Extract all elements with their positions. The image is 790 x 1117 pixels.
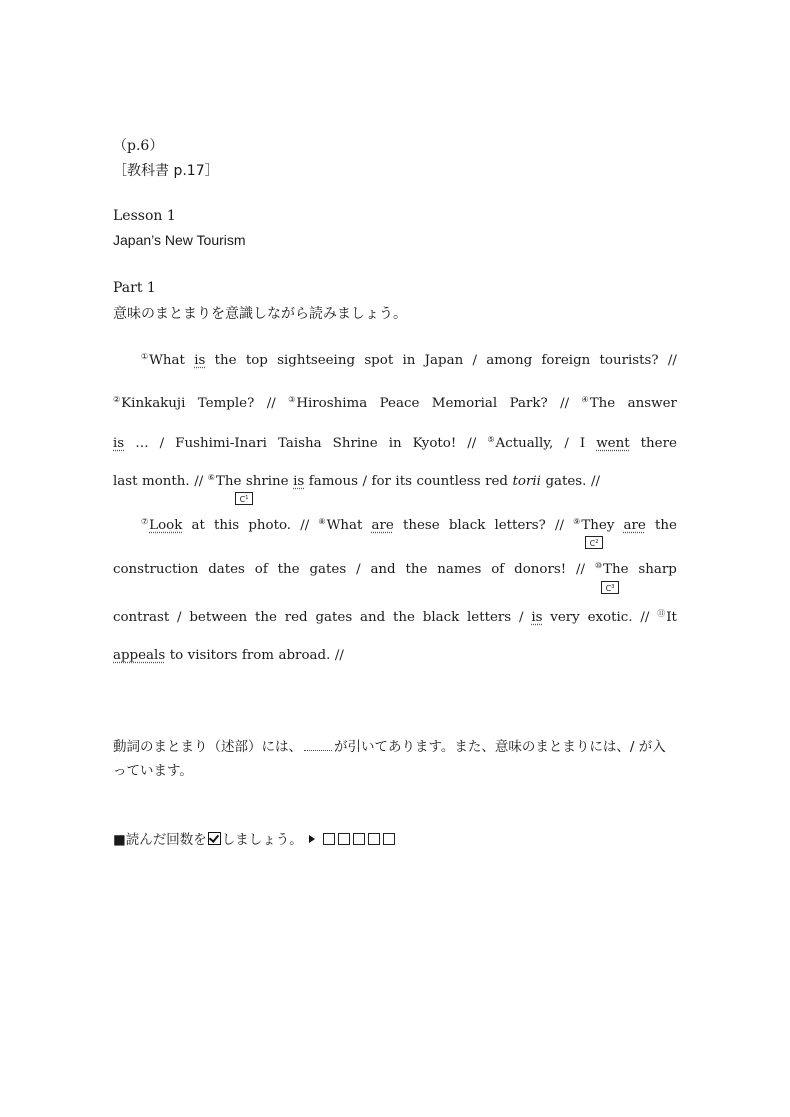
passage-word xyxy=(194,351,205,371)
verb-phrase: are xyxy=(371,518,394,533)
passage-word xyxy=(170,646,183,666)
word: Memorial xyxy=(431,396,498,411)
passage-word xyxy=(255,608,277,628)
arrow-right-icon xyxy=(309,835,315,843)
passage-word xyxy=(550,608,579,628)
word: and xyxy=(370,562,396,577)
word: the xyxy=(405,562,428,577)
underline-sample xyxy=(304,738,332,751)
verb-phrase: appeals xyxy=(113,648,166,663)
passage-word xyxy=(370,560,395,580)
word: / xyxy=(356,562,361,577)
passage-word xyxy=(300,516,309,536)
passage-word xyxy=(425,351,464,371)
word: / xyxy=(159,436,165,451)
word: this xyxy=(214,518,240,533)
passage-word xyxy=(309,472,358,492)
verb-phrase: is xyxy=(531,610,543,625)
word: these xyxy=(402,518,440,533)
passage-word xyxy=(513,472,541,492)
word: Temple? xyxy=(197,396,255,411)
passage-word xyxy=(208,560,245,580)
word: the xyxy=(277,562,300,577)
word: dates xyxy=(208,562,245,577)
passage-word xyxy=(242,646,274,666)
word: Park? xyxy=(509,396,548,411)
passage-word xyxy=(191,516,204,536)
word: Peace xyxy=(379,396,420,411)
word: letters xyxy=(467,610,512,625)
word: abroad. xyxy=(278,648,331,663)
passage-word xyxy=(555,516,564,536)
passage-word xyxy=(472,351,477,371)
passage-word xyxy=(267,394,276,414)
word: top xyxy=(245,353,268,368)
word: very xyxy=(550,610,580,625)
passage-word xyxy=(198,394,254,414)
word: the xyxy=(655,518,677,533)
word: among xyxy=(486,353,533,368)
word: // xyxy=(667,353,677,368)
word: of xyxy=(254,562,268,577)
passage-word xyxy=(541,351,590,371)
passage-word xyxy=(279,646,331,666)
passage-word xyxy=(380,394,420,414)
passage-word xyxy=(371,472,390,492)
word: The xyxy=(215,474,242,489)
passage-word xyxy=(657,604,677,628)
word: The xyxy=(603,562,629,577)
word: its xyxy=(395,474,412,489)
passage-line xyxy=(113,468,677,488)
word: of xyxy=(491,562,505,577)
word: It xyxy=(666,610,677,625)
passage-word xyxy=(576,560,585,580)
passage-word xyxy=(246,351,268,371)
sentence-number: ⑤ xyxy=(487,435,495,444)
passage-line xyxy=(113,430,677,450)
passage-word xyxy=(485,472,508,492)
word: answer xyxy=(627,396,677,411)
word: sharp xyxy=(638,562,677,577)
passage-word xyxy=(641,434,677,454)
passage-word xyxy=(318,512,362,536)
word: Shrine xyxy=(332,436,378,451)
part-label: Part 1 xyxy=(113,280,156,296)
passage-word xyxy=(278,434,322,454)
passage-word xyxy=(393,608,415,628)
passage-word xyxy=(640,608,649,628)
sentence-number: ④ xyxy=(581,395,589,404)
passage-word xyxy=(449,516,485,536)
passage-word xyxy=(293,472,304,492)
passage-word xyxy=(113,608,169,628)
passage-word xyxy=(486,351,532,371)
passage-line xyxy=(113,646,677,666)
lesson-label: Lesson 1 xyxy=(113,208,176,224)
sentence-number: ② xyxy=(113,395,121,404)
word: Kinkakuji xyxy=(121,396,186,411)
word: // xyxy=(575,562,586,577)
passage-word xyxy=(588,608,633,628)
word: photo. xyxy=(248,518,292,533)
passage-word xyxy=(582,390,616,414)
sentence-number: ⑧ xyxy=(318,517,326,526)
word: last xyxy=(113,474,138,489)
passage-word xyxy=(278,560,300,580)
word: What xyxy=(149,353,185,368)
passage-word xyxy=(432,394,497,414)
word: month. xyxy=(142,474,190,489)
word: gates xyxy=(309,562,347,577)
passage-word xyxy=(113,390,185,414)
word: the xyxy=(254,610,277,625)
passage-word xyxy=(215,351,237,371)
word: // xyxy=(590,474,600,489)
passage-word xyxy=(372,516,394,536)
word: What xyxy=(326,518,363,533)
passage-word xyxy=(113,560,198,580)
passage-word xyxy=(335,646,344,666)
verb-phrase: is xyxy=(194,353,206,368)
word: construction xyxy=(113,562,199,577)
sentence-number: ③ xyxy=(288,395,296,404)
passage-word xyxy=(309,560,346,580)
passage-word xyxy=(113,434,124,454)
sentence-number: ⑥ xyxy=(207,473,215,482)
passage-word xyxy=(356,560,361,580)
passage-word xyxy=(668,351,677,371)
part-instruction: 意味のまとまりを意識しながら読みましょう。 xyxy=(113,306,407,322)
word: contrast xyxy=(113,610,170,625)
word: The xyxy=(589,396,616,411)
word: to xyxy=(169,648,184,663)
word: the xyxy=(393,610,415,625)
passage-word xyxy=(467,434,476,454)
grammar-marker-c2: $C^2$ xyxy=(585,536,603,549)
passage-word xyxy=(142,472,190,492)
passage-word xyxy=(560,394,569,414)
passage-word xyxy=(564,434,569,454)
textbook-reference: ［教科書 p.17］ xyxy=(113,163,219,179)
passage-word xyxy=(402,351,415,371)
word: countless xyxy=(416,474,481,489)
word: donors! xyxy=(514,562,567,577)
passage-word xyxy=(519,608,524,628)
passage-word xyxy=(491,560,504,580)
word: tourists? xyxy=(599,353,659,368)
word: foreign xyxy=(541,353,591,368)
word: in xyxy=(388,436,402,451)
word: in xyxy=(402,353,416,368)
word: gates. xyxy=(545,474,587,489)
count-checkbox[interactable] xyxy=(338,833,350,845)
word: Taisha xyxy=(277,436,322,451)
word: red xyxy=(284,610,308,625)
word: and xyxy=(360,610,386,625)
word: at xyxy=(191,518,205,533)
passage-word xyxy=(514,560,566,580)
passage-word xyxy=(135,434,148,454)
word: // xyxy=(194,474,204,489)
grammar-marker-c3: $C^3$ xyxy=(601,581,619,594)
passage-word xyxy=(248,516,291,536)
sentence-number: ⑨ xyxy=(573,517,581,526)
word: from xyxy=(241,648,274,663)
word: black xyxy=(422,610,460,625)
passage-word xyxy=(177,608,182,628)
passage-word xyxy=(596,434,629,454)
verb-phrase: Look xyxy=(149,518,183,533)
sentence-number: ⑪ xyxy=(657,609,666,618)
lesson-title: Japan’s New Tourism xyxy=(113,232,246,248)
passage-word xyxy=(194,472,203,492)
passage-word xyxy=(208,468,242,492)
word: shrine xyxy=(245,474,289,489)
passage-word xyxy=(467,608,511,628)
passage-line xyxy=(141,512,677,532)
word: sightseeing xyxy=(277,353,356,368)
passage-word xyxy=(395,472,412,492)
passage-word xyxy=(362,472,367,492)
sentence-number: ① xyxy=(141,352,149,361)
word: letters? xyxy=(494,518,546,533)
word: / xyxy=(472,353,477,368)
passage-word xyxy=(638,560,676,580)
passage-word xyxy=(113,472,138,492)
passage-word xyxy=(591,472,600,492)
word: black xyxy=(448,518,486,533)
passage-word xyxy=(416,472,480,492)
verb-phrase: are xyxy=(623,518,646,533)
word: there xyxy=(640,436,677,451)
passage-word xyxy=(277,351,355,371)
grammar-marker-c1: $C^1$ xyxy=(235,492,253,505)
word: // xyxy=(300,518,310,533)
count-checkbox[interactable] xyxy=(323,833,335,845)
sentence-number: ⑦ xyxy=(141,517,149,526)
passage-word xyxy=(600,351,659,371)
verb-phrase: is xyxy=(293,474,305,489)
verb-phrase: is xyxy=(113,436,125,451)
word: … xyxy=(135,436,149,451)
word: spot xyxy=(364,353,394,368)
sentence-number: ⑩ xyxy=(594,561,603,570)
verb-phrase: went xyxy=(596,436,630,451)
passage-word xyxy=(624,516,646,536)
reading-count-boxes xyxy=(323,832,398,848)
word: Japan xyxy=(424,353,464,368)
passage-word xyxy=(403,516,440,536)
count-checkbox[interactable] xyxy=(383,833,395,845)
passage-word xyxy=(141,512,182,536)
passage-word xyxy=(360,608,385,628)
note-text: 動詞のまとまり（述部）には、 が引いてあります。また、意味のまとまりには、/ が入 xyxy=(113,739,666,755)
reading-count-row: ■読んだ回数を しましょう。 xyxy=(113,828,398,848)
passage-word xyxy=(573,512,614,536)
passage-word xyxy=(285,608,308,628)
passage-word xyxy=(389,434,402,454)
passage-word xyxy=(545,472,586,492)
word: / xyxy=(519,610,524,625)
passage-line xyxy=(113,556,677,576)
passage-word xyxy=(141,347,185,371)
passage-word xyxy=(188,646,238,666)
word: red xyxy=(485,474,509,489)
word: the xyxy=(214,353,237,368)
page-reference: （p.6） xyxy=(113,138,164,154)
passage-word xyxy=(246,472,289,492)
word: // xyxy=(554,518,565,533)
passage-word xyxy=(437,560,481,580)
word: Hiroshima xyxy=(296,396,368,411)
word: visitors xyxy=(187,648,238,663)
passage-word xyxy=(189,608,247,628)
passage-word xyxy=(113,646,165,666)
passage-word xyxy=(655,516,677,536)
passage-word xyxy=(413,434,457,454)
italic-term: torii xyxy=(512,474,541,489)
passage-word xyxy=(510,394,548,414)
passage-word xyxy=(288,390,367,414)
word: Kyoto! xyxy=(412,436,457,451)
passage-word xyxy=(580,434,585,454)
passage-line xyxy=(141,347,677,367)
word: between xyxy=(189,610,248,625)
passage-word xyxy=(175,434,267,454)
passage-word xyxy=(628,394,677,414)
passage-word xyxy=(405,560,427,580)
passage-word xyxy=(160,434,165,454)
passage-word xyxy=(531,608,542,628)
word: Fushimi-Inari xyxy=(175,436,267,451)
count-checkbox[interactable] xyxy=(353,833,365,845)
word: Actually, xyxy=(495,436,554,451)
word: // xyxy=(640,610,650,625)
checkmark-icon xyxy=(208,832,221,845)
word: // xyxy=(560,396,570,411)
word: names xyxy=(437,562,482,577)
word: I xyxy=(579,436,586,451)
passage-word xyxy=(487,430,553,454)
word: gates xyxy=(315,610,353,625)
passage-word xyxy=(333,434,378,454)
word: // xyxy=(334,648,344,663)
word: exotic. xyxy=(587,610,633,625)
passage-word xyxy=(494,516,545,536)
word: famous xyxy=(308,474,358,489)
count-checkbox[interactable] xyxy=(368,833,380,845)
passage-word xyxy=(364,351,393,371)
word: // xyxy=(266,396,276,411)
note-text-continued: っています。 xyxy=(113,763,193,779)
word: for xyxy=(371,474,391,489)
passage-word xyxy=(214,516,239,536)
passage-line xyxy=(113,604,677,624)
word: // xyxy=(467,436,477,451)
word: They xyxy=(581,518,615,533)
word: / xyxy=(362,474,367,489)
passage-word xyxy=(315,608,352,628)
passage-line xyxy=(113,390,677,410)
passage-word xyxy=(423,608,459,628)
passage-word xyxy=(255,560,268,580)
word: / xyxy=(177,610,182,625)
passage-word xyxy=(595,556,629,580)
word: / xyxy=(564,436,569,451)
